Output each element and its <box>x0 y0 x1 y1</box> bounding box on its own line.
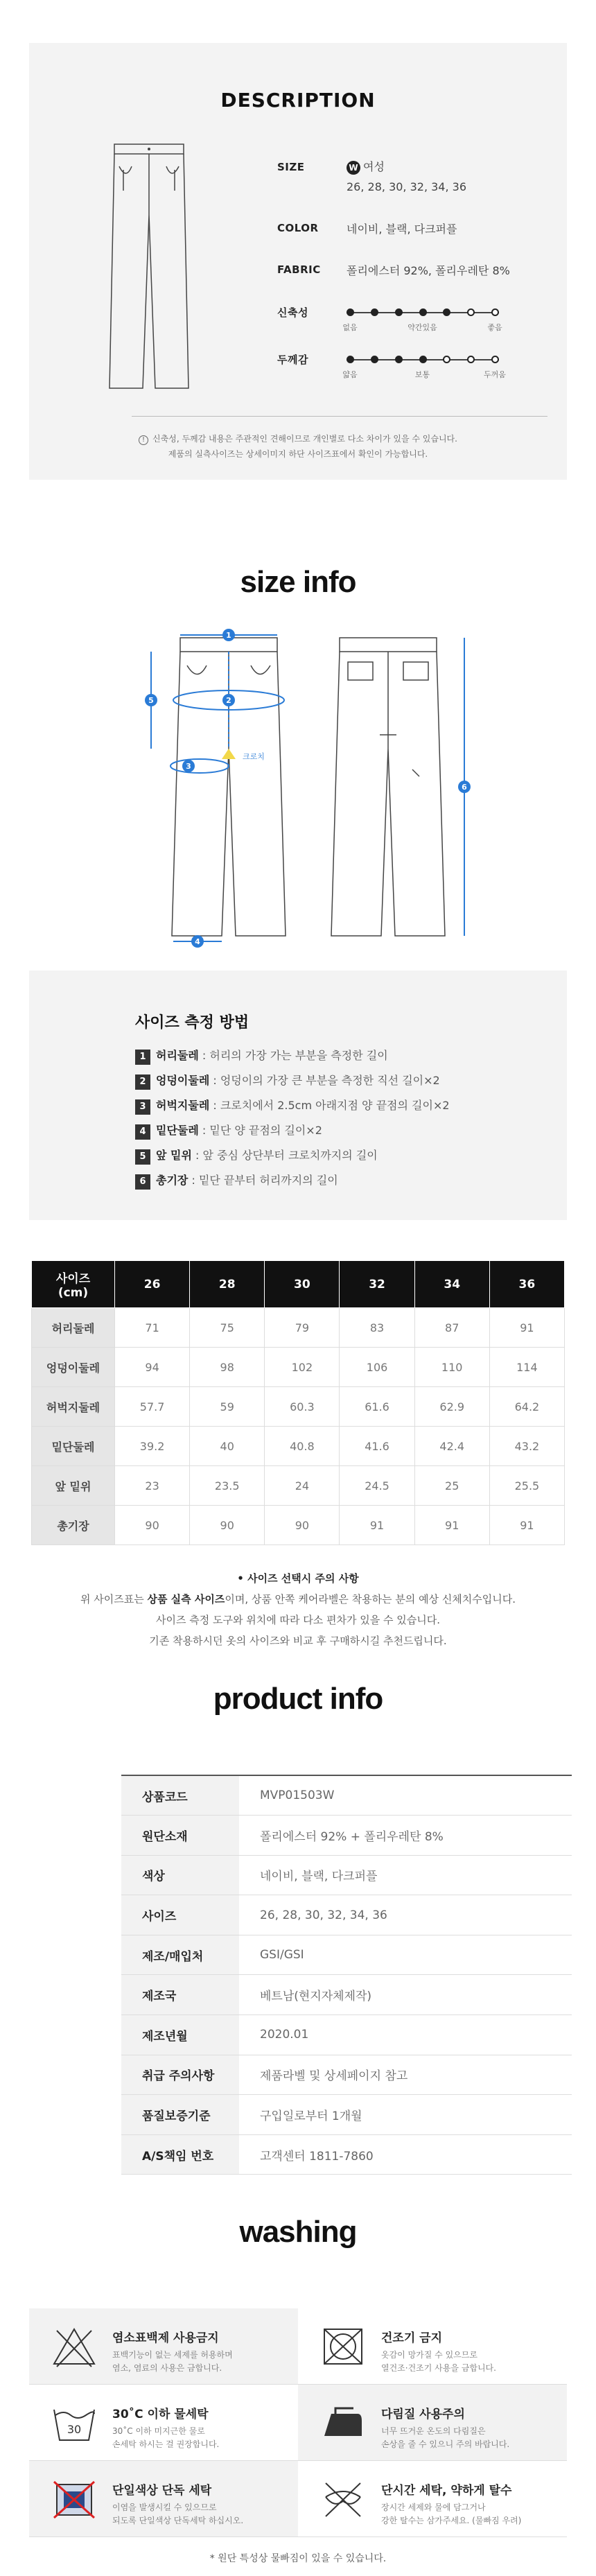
size-cell: 61.6 <box>340 1387 414 1427</box>
pants-front-illustration <box>104 139 194 395</box>
size-cell: 64.2 <box>489 1387 564 1427</box>
size-cell: 59 <box>190 1387 265 1427</box>
size-cell: 40.8 <box>265 1427 340 1466</box>
product-info-value: MVP01503W <box>239 1775 572 1816</box>
size-gender-text: 여성 <box>363 160 385 173</box>
wash-item-separate <box>29 2461 298 2537</box>
product-info-key: 제조년월 <box>121 2015 239 2055</box>
size-table-row <box>32 1466 565 1506</box>
scale-label: 얇음 <box>342 370 358 379</box>
product-info-row <box>121 1895 572 1935</box>
size-cell: 79 <box>265 1308 340 1348</box>
scale-dot <box>443 308 450 316</box>
measure-item: 6 총기장 : 밑단 끝부터 허리까지의 길이 <box>135 1172 338 1190</box>
size-cell: 42.4 <box>414 1427 489 1466</box>
fabric-value: 폴리에스터 92%, 폴리우레탄 8% <box>347 264 510 277</box>
notice-line-2: 사이즈 측정 도구와 위치에 따라 다소 편차가 있을 수 있습니다. <box>156 1614 440 1626</box>
wash-item-gentle <box>298 2461 567 2537</box>
scale-label: 보통 <box>414 370 430 379</box>
size-cell: 106 <box>340 1348 414 1387</box>
marker-3: 3 <box>186 762 191 771</box>
size-cell: 102 <box>265 1348 340 1387</box>
size-cell: 24.5 <box>340 1466 414 1506</box>
product-info-row <box>121 1816 572 1856</box>
product-info-value: 고객센터 1811-7860 <box>239 2134 572 2175</box>
size-cell: 83 <box>340 1308 414 1348</box>
size-cell: 24 <box>265 1466 340 1506</box>
notice-line-1: 위 사이즈표는 상품 실측 사이즈이며, 상품 안쪽 케어라벨은 착용하는 분의 예상 신체치수입니다. <box>80 1593 516 1605</box>
size-cell: 75 <box>190 1308 265 1348</box>
scale-dot <box>395 356 403 363</box>
product-info-key: A/S책임 번호 <box>121 2134 239 2175</box>
wash-desc: 너무 뜨거운 온도의 다림질은 손상을 줄 수 있으니 주의 바랍니다. <box>381 2426 510 2449</box>
scale-label: 없음 <box>342 323 358 332</box>
description-divider <box>132 416 547 417</box>
product-info-value: GSI/GSI <box>239 1935 572 1975</box>
product-info-value: 제품라벨 및 상세페이지 참고 <box>239 2055 572 2095</box>
scale-dot <box>467 308 475 316</box>
description-note <box>0 431 596 462</box>
size-gender <box>347 158 385 175</box>
measure-item: 1 허리둘레 : 허리의 가장 가는 부분을 측정한 길이 <box>135 1047 388 1065</box>
scale-dot <box>443 356 450 363</box>
wash-item-iron <box>298 2385 567 2461</box>
scale-dot <box>419 308 427 316</box>
wash-title: 염소표백제 사용금지 <box>112 2331 219 2345</box>
marker-5: 5 <box>148 696 154 705</box>
size-col-header: 26 <box>115 1261 190 1308</box>
size-table-row <box>32 1427 565 1466</box>
size-row-label: 총기장 <box>32 1506 115 1545</box>
size-cell: 90 <box>265 1506 340 1545</box>
product-info-row <box>121 2095 572 2135</box>
note-line-2: 제품의 실측사이즈는 상세이미지 하단 사이즈표에서 확인이 가능합니다. <box>168 449 428 459</box>
product-info-title: product info <box>213 1682 383 1716</box>
size-measure-diagram <box>125 624 485 950</box>
size-row-label: 엉덩이둘레 <box>32 1348 115 1387</box>
product-info-key: 원단소재 <box>121 1816 239 1856</box>
note-line-1: 신축성, 두께감 내용은 주관적인 견해이므로 개인별로 다소 차이가 있을 수 있습니다. <box>152 434 457 444</box>
color-value: 네이비, 블랙, 다크퍼플 <box>347 223 457 236</box>
size-row-label: 앞 밑위 <box>32 1466 115 1506</box>
size-cell: 91 <box>489 1308 564 1348</box>
size-cell: 98 <box>190 1348 265 1387</box>
size-cell: 60.3 <box>265 1387 340 1427</box>
scale-dot <box>491 356 499 363</box>
product-info-value: 네이비, 블랙, 다크퍼플 <box>239 1855 572 1895</box>
size-cell: 91 <box>489 1506 564 1545</box>
wash-desc: 30˚C 이하 미지근한 물로 손세탁 하시는 걸 권장합니다. <box>112 2426 220 2449</box>
size-table <box>31 1260 565 1545</box>
product-info-row <box>121 1935 572 1975</box>
measure-item: 5 앞 밑위 : 앞 중심 상단부터 크로치까지의 길이 <box>135 1147 378 1165</box>
size-cell: 114 <box>489 1348 564 1387</box>
size-table-corner: 사이즈 (cm) <box>32 1261 115 1308</box>
iron-caution-icon <box>319 2400 367 2446</box>
product-info-row <box>121 2055 572 2095</box>
size-row-label: 밑단둘레 <box>32 1427 115 1466</box>
size-cell: 90 <box>190 1506 265 1545</box>
info-icon: ! <box>139 435 148 445</box>
marker-2: 2 <box>226 696 231 705</box>
product-info-key: 취급 주의사항 <box>121 2055 239 2095</box>
size-cell: 62.9 <box>414 1387 489 1427</box>
wash-title: 단일색상 단독 세탁 <box>112 2484 212 2498</box>
size-table-row <box>32 1308 565 1348</box>
scale-label: 좋음 <box>487 323 502 332</box>
wash-item-no-dryer <box>298 2308 567 2385</box>
product-info-value: 구입일로부터 1개월 <box>239 2095 572 2135</box>
measure-item: 4 밑단둘레 : 밑단 양 끝점의 길이×2 <box>135 1122 322 1140</box>
notice-line-3: 기존 착용하시던 옷의 사이즈와 비교 후 구매하시길 추천드립니다. <box>149 1635 447 1647</box>
product-info-table <box>121 1775 572 2175</box>
product-info-value: 폴리에스터 92% + 폴리우레탄 8% <box>239 1816 572 1856</box>
product-info-key: 색상 <box>121 1855 239 1895</box>
marker-6: 6 <box>462 783 467 792</box>
marker-1: 1 <box>226 631 231 640</box>
washing-footnote: * 원단 특성상 물빠짐이 있을 수 있습니다. <box>209 2553 387 2564</box>
wash-title: 30˚C 이하 물세탁 <box>112 2408 209 2421</box>
size-row-label: 허리둘레 <box>32 1308 115 1348</box>
wash-desc: 장시간 세제와 물에 담그거나 강한 탈수는 삼가주세요. (물빠짐 우려) <box>381 2503 522 2525</box>
product-info-value: 베트남(현지자체제작) <box>239 1975 572 2015</box>
size-cell: 25.5 <box>489 1466 564 1506</box>
size-notice <box>0 1568 596 1651</box>
size-label: SIZE <box>277 161 305 173</box>
scale-dot <box>419 356 427 363</box>
product-info-key: 상품코드 <box>121 1775 239 1816</box>
wash-desc: 표백기능이 없는 세제를 허용하며 염소, 염료의 사용은 금합니다. <box>112 2350 233 2373</box>
no-bleach-icon <box>50 2324 98 2369</box>
size-cell: 25 <box>414 1466 489 1506</box>
size-cell: 39.2 <box>115 1427 190 1466</box>
scale-dot <box>491 308 499 316</box>
measure-item: 3 허벅지둘레 : 크로치에서 2.5cm 아래지점 양 끝점의 길이×2 <box>135 1097 450 1115</box>
scale-dot <box>371 356 378 363</box>
size-cell: 43.2 <box>489 1427 564 1466</box>
scale-dot <box>371 308 378 316</box>
wash-desc: 이염을 발생시킬 수 있으므로 되도록 단일색상 단독세탁 하십시오. <box>112 2503 244 2525</box>
separate-wash-icon <box>50 2476 98 2522</box>
fabric-label: FABRIC <box>277 263 321 276</box>
wash-item-30c <box>29 2385 298 2461</box>
washing-title: washing <box>239 2215 357 2249</box>
product-info-key: 품질보증기준 <box>121 2095 239 2135</box>
wash-title: 다림질 사용주의 <box>381 2408 465 2421</box>
stretch-label: 신축성 <box>277 306 308 319</box>
size-table-row <box>32 1387 565 1427</box>
wash-title: 단시간 세탁, 약하게 탈수 <box>381 2484 512 2498</box>
wash-title: 건조기 금지 <box>381 2331 443 2345</box>
scale-dot <box>347 308 354 316</box>
thickness-scale <box>342 354 506 381</box>
size-col-header: 34 <box>414 1261 489 1308</box>
scale-label: 두꺼움 <box>484 370 506 379</box>
size-row-label: 허벅지둘레 <box>32 1387 115 1427</box>
size-cell: 23.5 <box>190 1466 265 1506</box>
size-col-header: 30 <box>265 1261 340 1308</box>
product-info-row <box>121 1855 572 1895</box>
product-info-value: 26, 28, 30, 32, 34, 36 <box>239 1895 572 1935</box>
product-info-row <box>121 1775 572 1816</box>
scale-dot <box>467 356 475 363</box>
product-info-value: 2020.01 <box>239 2015 572 2055</box>
measure-item: 2 엉덩이둘레 : 엉덩이의 가장 큰 부분을 측정한 직선 길이×2 <box>135 1072 440 1090</box>
gentle-spin-icon <box>319 2476 367 2522</box>
size-cell: 57.7 <box>115 1387 190 1427</box>
scale-label: 약간있음 <box>407 323 437 332</box>
women-badge: W <box>347 161 360 175</box>
size-cell: 91 <box>414 1506 489 1545</box>
product-info-key: 사이즈 <box>121 1895 239 1935</box>
measure-title: 사이즈 측정 방법 <box>135 1014 249 1032</box>
stretch-scale <box>342 306 502 334</box>
product-info-key: 제조/매입처 <box>121 1935 239 1975</box>
scale-dot <box>395 308 403 316</box>
size-cell: 40 <box>190 1427 265 1466</box>
size-info-title: size info <box>240 565 356 599</box>
size-cell: 41.6 <box>340 1427 414 1466</box>
product-info-row <box>121 1975 572 2015</box>
size-cell: 94 <box>115 1348 190 1387</box>
size-cell: 71 <box>115 1308 190 1348</box>
color-label: COLOR <box>277 222 319 234</box>
scale-dot <box>347 356 354 363</box>
wash-item-no-bleach <box>29 2308 298 2385</box>
thickness-label: 두께감 <box>277 354 308 366</box>
description-title: DESCRIPTION <box>220 89 376 112</box>
size-cell: 23 <box>115 1466 190 1506</box>
product-info-key: 제조국 <box>121 1975 239 2015</box>
crotch-label: 크로치 <box>243 752 265 761</box>
washing-grid <box>29 2308 567 2537</box>
size-cell: 91 <box>340 1506 414 1545</box>
size-values: 26, 28, 30, 32, 34, 36 <box>347 180 467 193</box>
size-table-row <box>32 1348 565 1387</box>
size-col-header: 36 <box>489 1261 564 1308</box>
marker-4: 4 <box>195 937 200 946</box>
size-col-header: 28 <box>190 1261 265 1308</box>
wash-30-icon <box>50 2400 98 2446</box>
size-cell: 87 <box>414 1308 489 1348</box>
size-table-row <box>32 1506 565 1545</box>
no-tumble-dry-icon <box>319 2324 367 2369</box>
product-info-row <box>121 2015 572 2055</box>
size-cell: 110 <box>414 1348 489 1387</box>
size-cell: 90 <box>115 1506 190 1545</box>
product-info-row <box>121 2134 572 2175</box>
wash-desc: 옷감이 망가질 수 있으므로 열건조·건조기 사용을 금합니다. <box>381 2350 496 2373</box>
notice-heading: • 사이즈 선택시 주의 사항 <box>237 1572 359 1585</box>
svg-text:30: 30 <box>67 2423 82 2436</box>
size-col-header: 32 <box>340 1261 414 1308</box>
